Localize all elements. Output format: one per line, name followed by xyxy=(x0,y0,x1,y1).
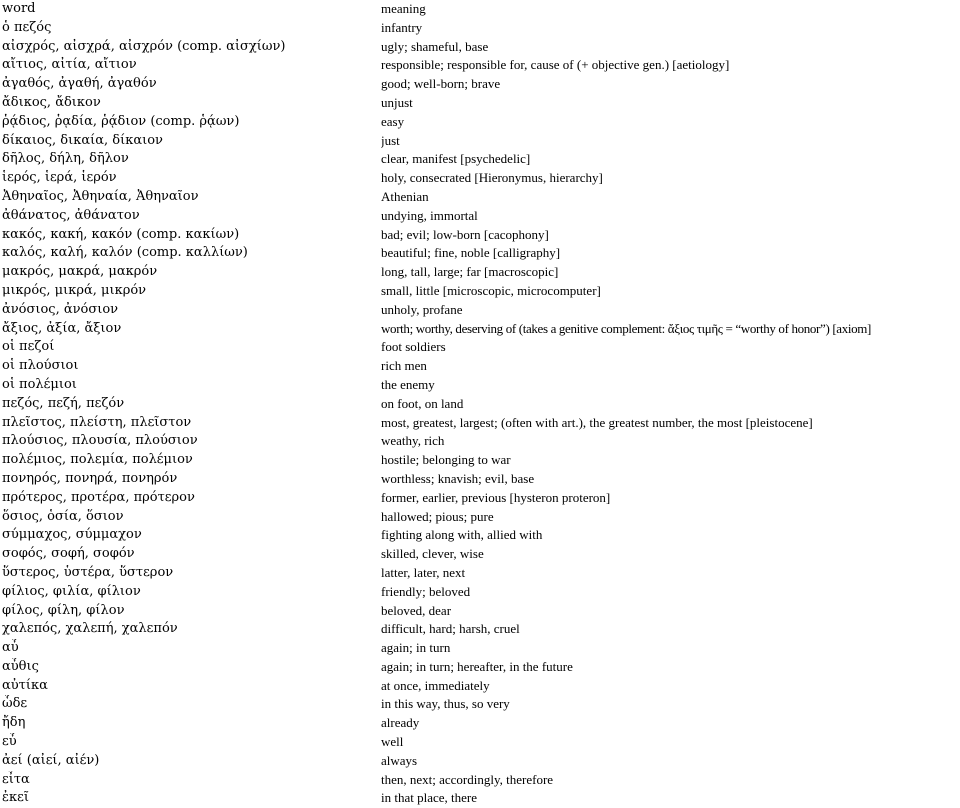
meaning-cell: bad; evil; low-born [cacophony] xyxy=(381,226,549,242)
meaning-cell: at once, immediately xyxy=(381,677,490,693)
meaning-cell: again; in turn; hereafter, in the future xyxy=(381,658,573,674)
table-row xyxy=(0,658,960,677)
word-cell: αὖ xyxy=(2,640,19,656)
table-row xyxy=(0,451,960,470)
table-row xyxy=(0,639,960,658)
table-row xyxy=(0,226,960,245)
table-row xyxy=(0,56,960,75)
word-cell: ἀεί (αἰεί, αἰέν) xyxy=(2,752,100,768)
meaning-cell: undying, immortal xyxy=(381,207,478,223)
table-row xyxy=(0,38,960,57)
table-row xyxy=(0,188,960,207)
word-cell: φίλιος, φιλία, φίλιον xyxy=(2,583,141,599)
word-cell: δῆλος, δήλη, δῆλον xyxy=(2,151,129,167)
meaning-cell: skilled, clever, wise xyxy=(381,546,484,562)
word-cell: πλούσιος, πλουσία, πλούσιον xyxy=(2,433,198,449)
word-cell: οἱ πολέμιοι xyxy=(2,376,77,392)
meaning-cell: good; well-born; brave xyxy=(381,76,501,92)
meaning-cell: clear, manifest [psychedelic] xyxy=(381,151,531,167)
table-row xyxy=(0,320,960,339)
table-row xyxy=(0,19,960,38)
word-cell: ὕστερος, ὑστέρα, ὕστερον xyxy=(2,564,174,580)
word-cell: ἄξιος, ἀξία, ἄξιον xyxy=(2,320,122,336)
table-row xyxy=(0,752,960,771)
table-row xyxy=(0,244,960,263)
word-cell: πονηρός, πονηρά, πονηρόν xyxy=(2,470,178,486)
table-row xyxy=(0,282,960,301)
meaning-cell: small, little [microscopic, microcomputer] xyxy=(381,282,601,298)
word-cell: αἴτιος, αἰτία, αἴτιον xyxy=(2,57,137,73)
word-cell: σύμμαχος, σύμμαχον xyxy=(2,527,142,543)
word-cell: ἀνόσιος, ἀνόσιον xyxy=(2,301,119,317)
meaning-cell: infantry xyxy=(381,19,423,35)
word-cell: ὅσιος, ὁσία, ὅσιον xyxy=(2,508,124,524)
word-cell: αὐτίκα xyxy=(2,677,48,693)
meaning-cell: hostile; belonging to war xyxy=(381,452,511,468)
table-row xyxy=(0,695,960,714)
meaning-cell: weathy, rich xyxy=(381,433,445,449)
word-cell: ἀγαθός, ἀγαθή, ἀγαθόν xyxy=(2,76,157,92)
meaning-cell: worth; worthy, deserving of (takes a genitive complement: ἄξιος τιμῆς = “worthy of honor”) [axiom] xyxy=(381,320,872,336)
meaning-cell: always xyxy=(381,752,418,768)
word-cell: ὧδε xyxy=(2,696,28,712)
meaning-cell: difficult, hard; harsh, cruel xyxy=(381,621,520,637)
table-row xyxy=(0,338,960,357)
table-row xyxy=(0,395,960,414)
word-cell: κακός, κακή, κακόν (comp. κακίων) xyxy=(2,226,240,242)
word-cell: αὖθις xyxy=(2,658,39,674)
word-cell: ἄδικος, ἄδικον xyxy=(2,94,101,110)
table-row xyxy=(0,733,960,752)
word-cell: πολέμιος, πολεμία, πολέμιον xyxy=(2,452,193,468)
meaning-cell: the enemy xyxy=(381,376,435,392)
table-row xyxy=(0,376,960,395)
table-row xyxy=(0,113,960,132)
table-row xyxy=(0,432,960,451)
meaning-cell: then, next; accordingly, therefore xyxy=(381,771,554,787)
table-row xyxy=(0,132,960,151)
meaning-cell: long, tall, large; far [macroscopic] xyxy=(381,264,559,280)
header-row xyxy=(0,0,960,19)
table-row xyxy=(0,94,960,113)
meaning-cell: responsible; responsible for, cause of (+ objective gen.) [aetiology] xyxy=(381,57,730,73)
word-cell: εὖ xyxy=(2,734,17,750)
word-cell: ἐκεῖ xyxy=(2,790,29,806)
table-row xyxy=(0,207,960,226)
meaning-column-header: meaning xyxy=(381,1,426,16)
word-cell: πρότερος, προτέρα, πρότερον xyxy=(2,489,195,505)
word-cell: δίκαιος, δικαία, δίκαιον xyxy=(2,132,163,148)
word-cell: πεζός, πεζή, πεζόν xyxy=(2,395,125,411)
meaning-cell: ugly; shameful, base xyxy=(381,38,489,54)
meaning-cell: on foot, on land xyxy=(381,395,464,411)
meaning-cell: worthless; knavish; evil, base xyxy=(381,470,535,486)
meaning-cell: latter, later, next xyxy=(381,564,466,580)
meaning-cell: holy, consecrated [Hieronymus, hierarchy] xyxy=(381,170,603,186)
meaning-cell: in that place, there xyxy=(381,790,478,806)
word-cell: καλός, καλή, καλόν (comp. καλλίων) xyxy=(2,245,248,261)
table-row xyxy=(0,771,960,790)
word-cell: ἀθάνατος, ἀθάνατον xyxy=(2,207,140,223)
meaning-cell: unholy, profane xyxy=(381,301,463,317)
word-cell: μικρός, μικρά, μικρόν xyxy=(2,282,147,298)
meaning-cell: again; in turn xyxy=(381,640,451,656)
table-row xyxy=(0,620,960,639)
word-cell: σοφός, σοφή, σοφόν xyxy=(2,546,135,562)
meaning-cell: in this way, thus, so very xyxy=(381,696,510,712)
table-row xyxy=(0,583,960,602)
word-cell: χαλεπός, χαλεπή, χαλεπόν xyxy=(2,621,178,637)
word-cell: οἱ πεζοί xyxy=(2,339,55,355)
meaning-cell: friendly; beloved xyxy=(381,583,471,599)
meaning-cell: unjust xyxy=(381,94,413,110)
table-row xyxy=(0,470,960,489)
table-row xyxy=(0,508,960,527)
meaning-cell: hallowed; pious; pure xyxy=(381,508,494,524)
word-cell: ῥᾴδιος, ῥᾳδία, ῥᾴδιον (comp. ῥᾴων) xyxy=(2,113,240,129)
word-cell: μακρός, μακρά, μακρόν xyxy=(2,264,158,280)
table-row xyxy=(0,789,960,808)
meaning-cell: easy xyxy=(381,113,405,129)
meaning-cell: most, greatest, largest; (often with art.), the greatest number, the most [pleistocene] xyxy=(381,414,813,430)
word-column-header: word xyxy=(2,1,36,16)
meaning-cell: well xyxy=(381,734,404,750)
word-cell: ἤδη xyxy=(2,715,26,731)
meaning-cell: already xyxy=(381,715,420,731)
meaning-cell: rich men xyxy=(381,358,427,374)
word-cell: πλεῖστος, πλείστη, πλεῖστον xyxy=(2,414,192,430)
word-cell: οἱ πλούσιοι xyxy=(2,358,79,374)
table-row xyxy=(0,489,960,508)
word-cell: αἰσχρός, αἰσχρά, αἰσχρόν (comp. αἰσχίων) xyxy=(2,38,286,54)
table-row xyxy=(0,263,960,282)
table-row xyxy=(0,357,960,376)
table-row xyxy=(0,301,960,320)
meaning-cell: fighting along with, allied with xyxy=(381,527,543,543)
word-cell: ἱερός, ἱερά, ἱερόν xyxy=(2,170,117,186)
meaning-cell: beautiful; fine, noble [calligraphy] xyxy=(381,245,561,261)
table-row xyxy=(0,602,960,621)
meaning-cell: foot soldiers xyxy=(381,339,446,355)
table-row xyxy=(0,414,960,433)
table-row xyxy=(0,526,960,545)
table-row xyxy=(0,545,960,564)
word-cell: ὁ πεζός xyxy=(2,19,52,35)
table-row xyxy=(0,150,960,169)
table-row xyxy=(0,564,960,583)
meaning-cell: just xyxy=(381,132,400,148)
table-row xyxy=(0,169,960,188)
meaning-cell: Athenian xyxy=(381,188,429,204)
meaning-cell: beloved, dear xyxy=(381,602,452,618)
word-cell: Ἀθηναῖος, Ἀθηναία, Ἀθηναῖον xyxy=(2,188,199,204)
meaning-cell: former, earlier, previous [hysteron proteron] xyxy=(381,489,611,505)
word-cell: φίλος, φίλη, φίλον xyxy=(2,602,125,618)
word-cell: εἶτα xyxy=(2,771,30,787)
table-row xyxy=(0,75,960,94)
table-row xyxy=(0,677,960,696)
table-row xyxy=(0,714,960,733)
